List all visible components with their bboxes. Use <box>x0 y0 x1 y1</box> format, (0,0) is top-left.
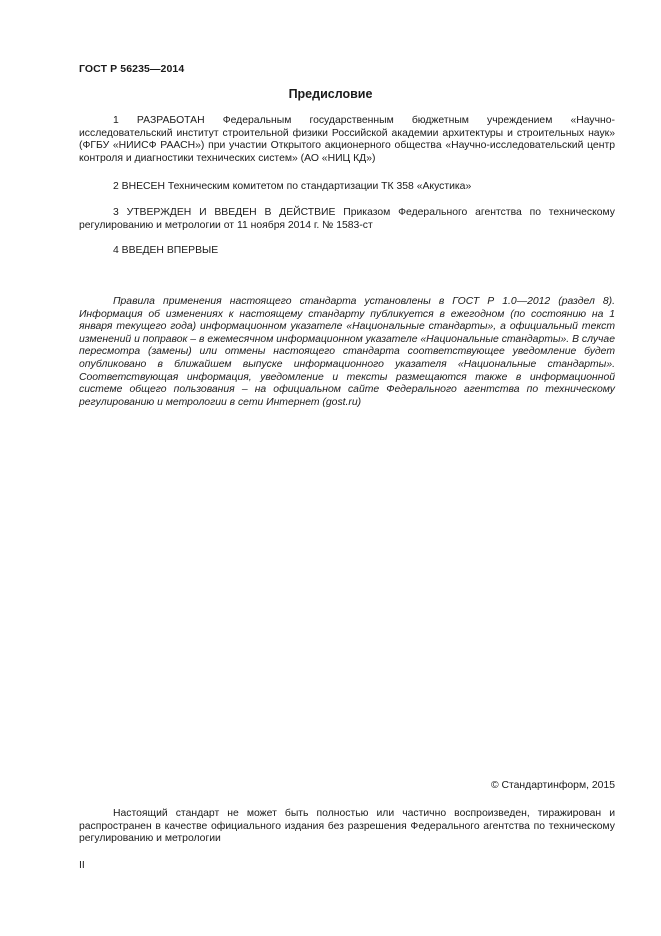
preface-item-3 <box>79 207 615 232</box>
preface-item-text: 3 УТВЕРЖДЕН И ВВЕДЕН В ДЕЙСТВИЕ Приказом Федерального агентства по техническому регулированию и метрологии от 11 ноября 2014 г. № 1583-ст <box>79 207 615 231</box>
preface-item-text: 1 РАЗРАБОТАН Федеральным государственным бюджетным учреждением «Научно-исследовательский институт строительной физики Российской академии архитектуры и строительных наук» (ФГБУ «НИИСФ РААСН») при участии Открытого акционерного общества «Научно-исследовательский центр контроля и диагностики технических систем» (АО «НИЦ КД») <box>79 115 615 164</box>
standard-code: ГОСТ Р 56235—2014 <box>79 63 185 75</box>
reproduction-notice <box>79 808 615 846</box>
application-rules-notice <box>79 296 615 409</box>
preface-item-text: 4 ВВЕДЕН ВПЕРВЫЕ <box>113 245 219 256</box>
preface-title: Предисловие <box>288 87 373 101</box>
notice-text: Правила применения настоящего стандарта установлены в ГОСТ Р 1.0—2012 (раздел 8). Информация об изменениях к настоящему стандарту публикуется в ежегодном (по состоянию на 1 января текущего года) информационном указателе «Национальные стандарты», а официальный текст изменений и поправок – в ежемесячном информационном указателе «Национальные стандарты». В случае пересмотра (замены) или отмены настоящего стандарта соответствующее уведомление будет опубликовано в ближайшем выпуске информационного указателя «Национальные стандарты». Соответствующая информация, уведомление и тексты размещаются также в информационной системе общего пользования – на официальном сайте Федерального агентства по техническому регулированию и метрологии в сети Интернет (gost.ru) <box>79 296 615 408</box>
page-number: II <box>79 860 85 871</box>
preface-item-text: 2 ВНЕСЕН Техническим комитетом по стандартизации ТК 358 «Акустика» <box>113 181 472 192</box>
copyright: © Стандартинформ, 2015 <box>490 780 615 791</box>
preface-item-1 <box>79 115 615 165</box>
preface-item-4 <box>79 245 615 258</box>
preface-item-2 <box>79 181 615 194</box>
reproduction-notice-text: Настоящий стандарт не может быть полностью или частично воспроизведен, тиражирован и распространен в качестве официального издания без разрешения Федерального агентства по техническому регулированию и метрологии <box>79 808 615 845</box>
